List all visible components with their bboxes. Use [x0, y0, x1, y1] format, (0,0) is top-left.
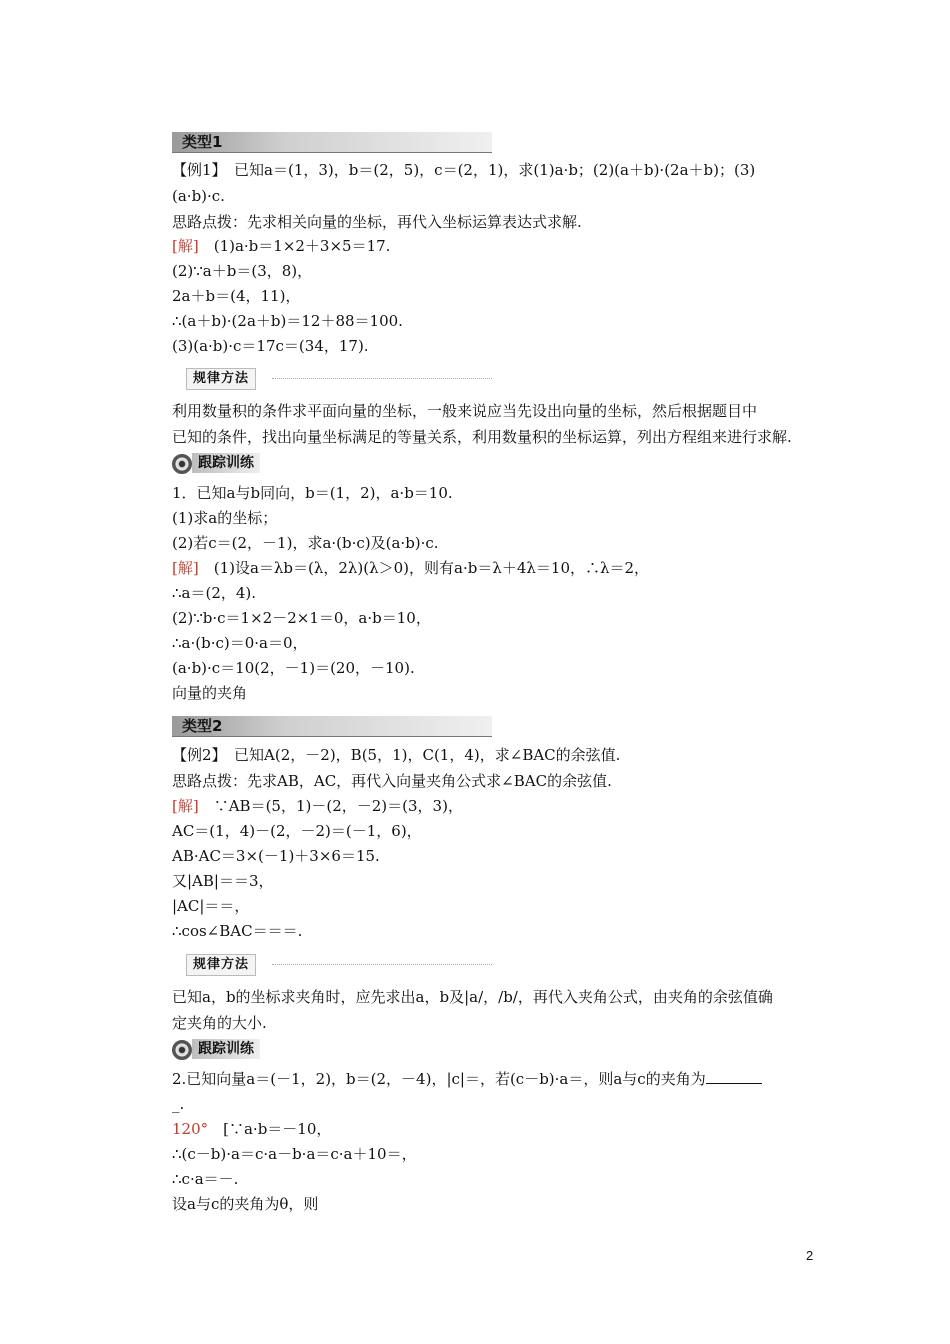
training-1-sub-1: (1)求a的坐标； [172, 509, 278, 527]
page-number: 2 [806, 1248, 814, 1263]
training-2-question-end: _. [172, 1095, 185, 1113]
training-2-answer-2: ∴(c－b)·a＝c·a－b·a＝c·a＋10＝， [172, 1145, 417, 1163]
answer-blank [706, 1069, 762, 1084]
training-1-solution-1 [172, 558, 649, 578]
method-2-line-2: 定夹角的大小. [172, 1014, 267, 1032]
example-1-solution-3: 2a＋b＝(4，11)， [172, 287, 301, 305]
training-1-solution-3: (2)∵b·c＝1×2－2×1＝0，a·b＝10， [172, 609, 431, 627]
type-title-2: 类型2 [182, 717, 223, 735]
training-2-answer-3: ∴c·a＝－. [172, 1170, 239, 1188]
method-1-line-1: 利用数量积的条件求平面向量的坐标，一般来说应当先设出向量的坐标，然后根据题目中 [172, 402, 758, 420]
example-2-solution-6: ∴cos∠BAC＝＝＝. [172, 922, 303, 940]
method-heading-1 [172, 366, 492, 390]
example-2-hint: 思路点拨：先求AB，AC，再代入向量夹角公式求∠BAC的余弦值. [172, 772, 612, 790]
answer-value: 120° [172, 1120, 209, 1138]
question-text: 2.已知向量a＝(－1，2)，b＝(2，－4)，|c|＝，若(c－b)·a＝，则a与c的夹角为 [172, 1070, 706, 1088]
example-2-solution-4: 又|AB|＝＝3， [172, 872, 274, 890]
answer-text: [∵a·b＝－10， [208, 1120, 332, 1138]
training-1-question: 1．已知a与b同向，b＝(1，2)，a·b＝10. [172, 484, 453, 502]
type-banner-1 [172, 132, 492, 153]
solution-tag: [解] [172, 559, 199, 577]
example-1-solution-4: ∴(a＋b)·(2a＋b)＝12＋88＝100. [172, 312, 403, 330]
example-2-solution-3: AB·AC＝3×(－1)＋3×6＝15. [172, 847, 380, 865]
example-2-solution-2: AC＝(1，4)－(2，－2)＝(－1，6)， [172, 822, 422, 840]
example-2-line-1: 【例2】 已知A(2，－2)，B(5，1)，C(1，4)，求∠BAC的余弦值. [172, 746, 621, 764]
method-label: 规律方法 [186, 368, 256, 390]
example-1-hint: 思路点拨：先求相关向量的坐标，再代入坐标运算表达式求解. [172, 213, 582, 231]
divider [272, 964, 492, 965]
example-1-solution-2: (2)∵a＋b＝(3，8)， [172, 262, 313, 280]
training-label: 跟踪训练 [192, 1039, 260, 1059]
training-1-solution-4: ∴a·(b·c)＝0·a＝0， [172, 634, 308, 652]
method-1-line-2: 已知的条件，找出向量坐标满足的等量关系，利用数量积的坐标运算，列出方程组来进行求解. [172, 428, 792, 446]
training-1-solution-2: ∴a＝(2，4). [172, 584, 257, 602]
solution-text: ∵AB＝(5，1)－(2，－2)＝(3，3)， [198, 797, 463, 815]
solution-tag: [解] [172, 237, 199, 255]
training-heading-2 [172, 1038, 292, 1060]
method-heading-2 [172, 952, 492, 976]
solution-text: (1)设a＝λb＝(λ，2λ)(λ＞0)，则有a·b＝λ＋4λ＝10，∴λ＝2， [198, 559, 650, 577]
solution-tag: [解] [172, 797, 199, 815]
example-1-solution-1 [172, 236, 390, 256]
divider [272, 378, 492, 379]
training-1-solution-5: (a·b)·c＝10(2，－1)＝(20，－10). [172, 659, 415, 677]
training-2-question [172, 1069, 762, 1089]
training-2-answer-1 [172, 1119, 331, 1139]
training-heading-1 [172, 452, 292, 474]
example-2-solution-1 [172, 796, 463, 816]
target-icon [172, 454, 192, 474]
training-2-answer-4: 设a与c的夹角为θ，则 [172, 1195, 319, 1213]
target-icon [172, 1040, 192, 1060]
method-paragraph-1 [172, 398, 817, 450]
example-1-line-2: (a·b)·c. [172, 187, 225, 205]
example-1-solution-5: (3)(a·b)·c＝17c＝(34，17). [172, 337, 369, 355]
method-paragraph-2 [172, 984, 817, 1036]
training-label: 跟踪训练 [192, 453, 260, 473]
method-label: 规律方法 [186, 954, 256, 976]
training-1-sub-2: (2)若c＝(2，－1)，求a·(b·c)及(a·b)·c. [172, 534, 439, 552]
example-2-solution-5: |AC|＝＝， [172, 897, 250, 915]
section-heading-angle: 向量的夹角 [172, 684, 248, 702]
type-banner-2 [172, 716, 492, 737]
example-1-line-1: 【例1】 已知a＝(1，3)，b＝(2，5)，c＝(2，1)，求(1)a·b；(2)(a＋b)·(2a＋b)；(3) [172, 161, 756, 179]
method-2-line-1: 已知a，b的坐标求夹角时，应先求出a，b及|a/，/b/，再代入夹角公式，由夹角的余弦值确 [172, 988, 773, 1006]
solution-text: (1)a·b＝1×2＋3×5＝17. [198, 237, 391, 255]
type-title-1: 类型1 [182, 133, 223, 151]
